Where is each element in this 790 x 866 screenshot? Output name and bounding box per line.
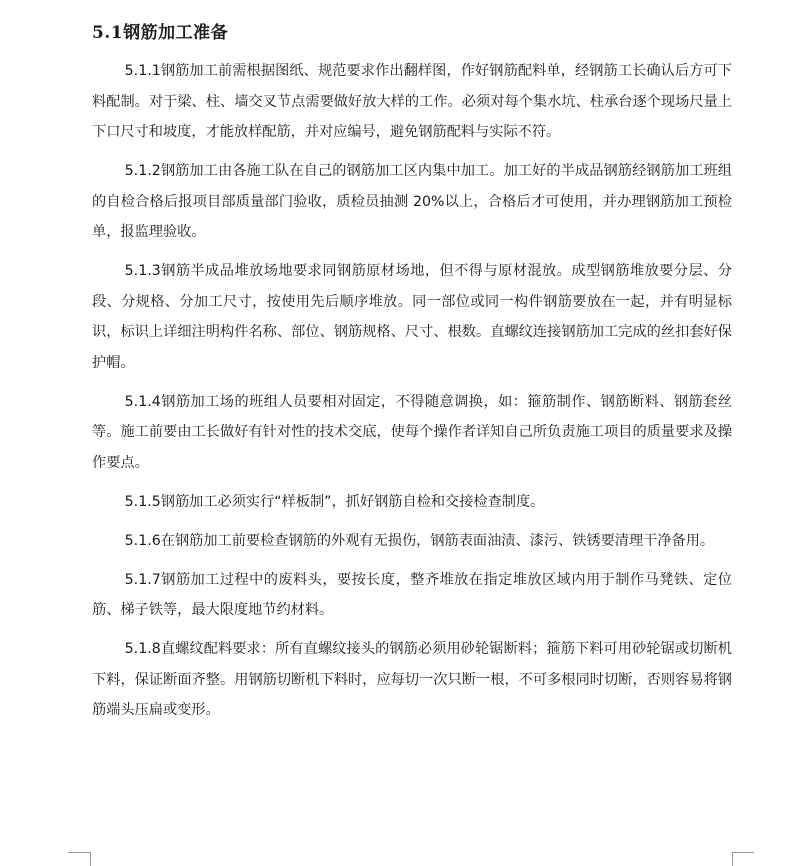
crop-mark-left-vertical xyxy=(90,852,91,866)
document-body xyxy=(92,56,732,734)
paragraph-5-1-6: 5.1.6在钢筋加工前要检查钢筋的外观有无损伤，钢筋表面油渍、漆污、铁锈要清理干净备用。 xyxy=(124,532,715,549)
paragraph-5-1-8: 5.1.8直螺纹配料要求：所有直螺纹接头的钢筋必须用砂轮锯断料；箍筋下料可用砂轮锯或切断机下料，保证断面齐整。用钢筋切断机下料时，应每切一次只断一根，不可多根同时切断，否则容易将钢筋端头压扁或变形。 xyxy=(92,641,732,718)
section-heading: 5.1钢筋加工准备 xyxy=(92,23,229,43)
paragraph-5-1-1: 5.1.1钢筋加工前需根据图纸、规范要求作出翻样图，作好钢筋配料单，经钢筋工长确认后方可下料配制。对于梁、柱、墙交叉节点需要做好放大样的工作。必须对每个集水坑、柱承台逐个现场尺量上下口尺寸和坡度，才能放样配筋，并对应编号，避免钢筋配料与实际不符。 xyxy=(92,63,732,140)
paragraph-5-1-4: 5.1.4钢筋加工场的班组人员要相对固定，不得随意调换，如：箍筋制作、钢筋断料、钢筋套丝等。施工前要由工长做好有针对性的技术交底，使每个操作者详知自己所负责施工项目的质量要求及操作要点。 xyxy=(92,393,732,471)
paragraph-5-1-2: 5.1.2钢筋加工由各施工队在自己的钢筋加工区内集中加工。加工好的半成品钢筋经钢筋加工班组的自检合格后报项目部质量部门验收，质检员抽测 20%以上，合格后才可使用，并办理钢筋加工预检单，报监理验收。 xyxy=(92,163,732,240)
crop-mark-left-horizontal xyxy=(68,852,90,853)
paragraph-5-1-5: 5.1.5钢筋加工必须实行“样板制”，抓好钢筋自检和交接检查制度。 xyxy=(124,493,545,510)
crop-mark-right-vertical xyxy=(732,852,733,866)
paragraph-5-1-7: 5.1.7钢筋加工过程中的废料头，要按长度，整齐堆放在指定堆放区域内用于制作马凳铁、定位筋、梯子铁等，最大限度地节约材料。 xyxy=(92,571,732,618)
crop-mark-right-horizontal xyxy=(732,852,754,853)
paragraph-5-1-3: 5.1.3钢筋半成品堆放场地要求同钢筋原材场地，但不得与原材混放。成型钢筋堆放要分层、分段、分规格、分加工尺寸，按使用先后顺序堆放。同一部位或同一构件钢筋要放在一起，并有明显标识，标识上详细注明构件名称、部位、钢筋规格、尺寸、根数。直螺纹连接钢筋加工完成的丝扣套好保护帽。 xyxy=(92,263,732,371)
